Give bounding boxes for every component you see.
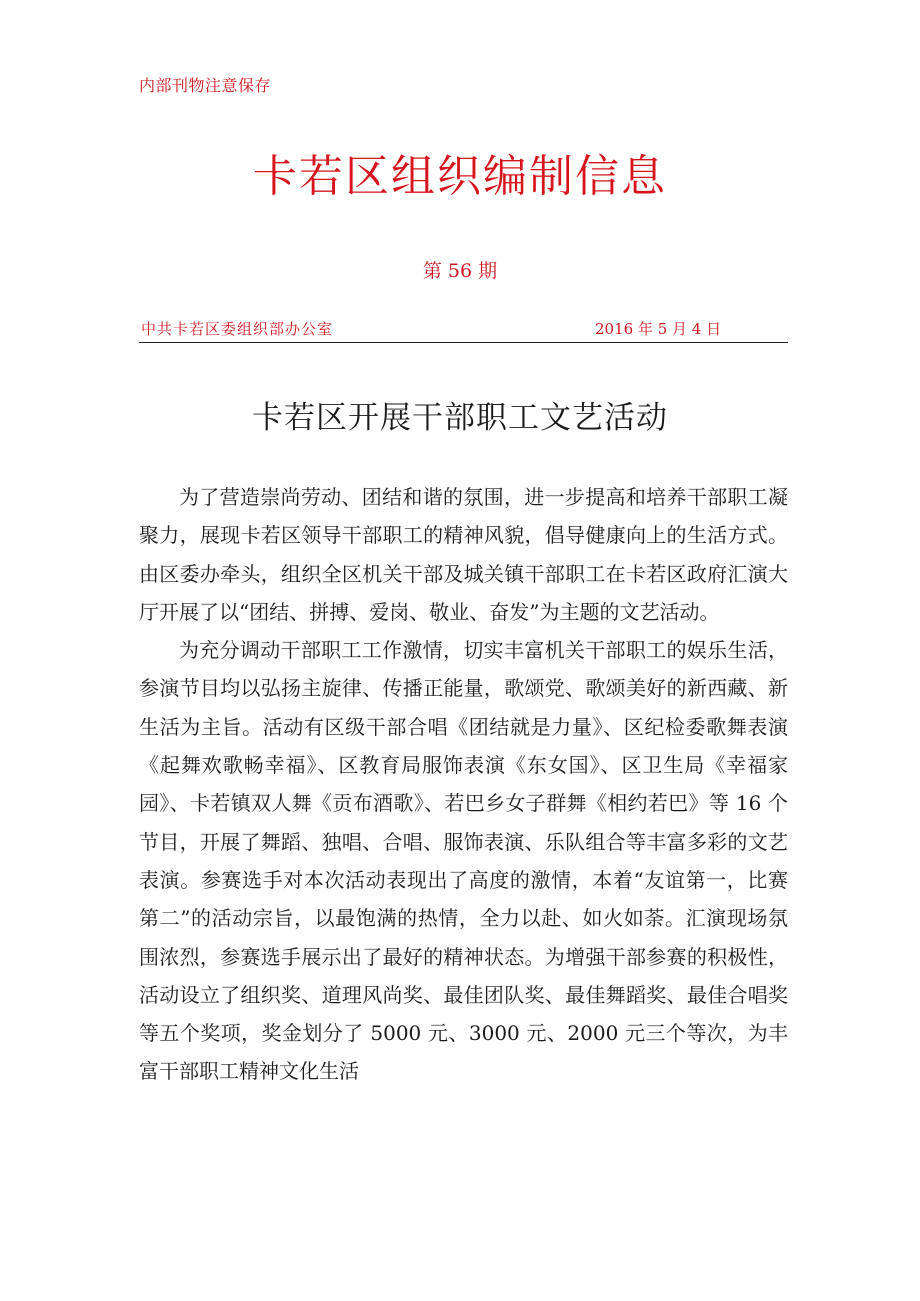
article-paragraph-2: 为充分调动干部职工工作激情，切实丰富机关干部职工的娱乐生活，参演节目均以弘扬主旋律、传播正能量，歌颂党、歌颂美好的新西藏、新生活为主旨。活动有区级干部合唱《团结就是力量》、区纪检委歌舞表演《起舞欢歌畅幸福》、区教育局服饰表演《东女国》、区卫生局《幸福家园》、卡若镇双人舞《贡布酒歌》、若巴乡女子群舞《相约若巴》等 16 个节目，开展了舞蹈、独唱、合唱、服饰表演、乐队组合等丰富多彩的文艺表演。参赛选手对本次活动表现出了高度的激情，本着“友谊第一，比赛第二”的活动宗旨，以最饱满的热情，全力以赴、如火如荼。汇演现场氛围浓烈，参赛选手展示出了最好的精神状态。为增强干部参赛的积极性，活动设立了组织奖、道理风尚奖、最佳团队奖、最佳舞蹈奖、最佳合唱奖等五个奖项，奖金划分了 5000 元、3000 元、2000 元三个等次，为丰富干部职工精神文化生活: [139, 638, 788, 1084]
issue-date: 2016 年 5 月 4 日: [595, 320, 722, 338]
issue-number: 第 56 期: [422, 260, 498, 282]
article-body: [139, 478, 788, 1091]
masthead-title: 卡若区组织编制信息: [253, 151, 667, 202]
issuer-name: 中共卡若区委组织部办公室: [141, 320, 334, 338]
article-paragraph-1: 为了营造崇尚劳动、团结和谐的氛围，进一步提高和培养干部职工凝聚力，展现卡若区领导干部职工的精神风貌，倡导健康向上的生活方式。由区委办牵头，组织全区机关干部及城关镇干部职工在卡若区政府汇演大厅开展了以“团结、拼搏、爱岗、敬业、奋发”为主题的文艺活动。: [139, 485, 788, 624]
internal-notice: 内部刊物注意保存: [139, 76, 272, 95]
issuer-line: [139, 318, 788, 343]
article-title: 卡若区开展干部职工文艺活动: [252, 400, 668, 436]
